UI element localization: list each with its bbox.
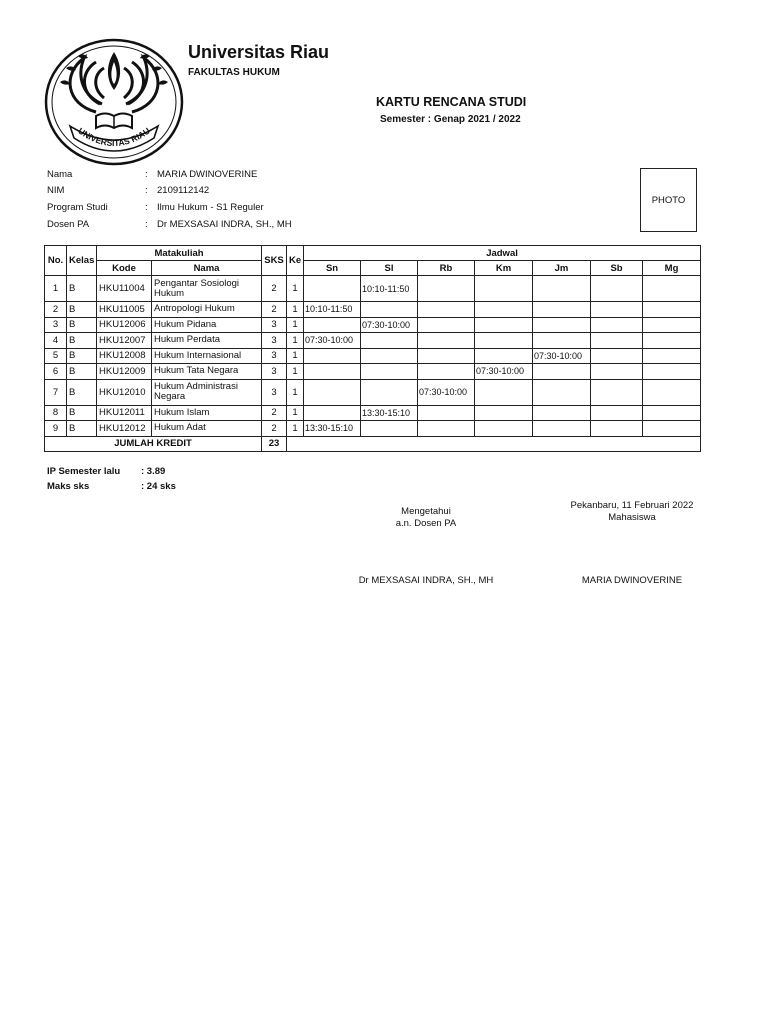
cell-jadwal-km: 07:30-10:00 (475, 364, 533, 380)
maks-sks-value: : 24 sks (141, 481, 176, 492)
cell-jadwal-rb: 07:30-10:00 (418, 379, 475, 405)
cell-jadwal-km (475, 379, 533, 405)
info-value: Dr MEXSASAI INDRA, SH., MH (157, 219, 292, 230)
cell-jadwal-sb (591, 364, 643, 380)
header-no: No. (45, 246, 67, 276)
cell-no: 2 (45, 302, 67, 318)
cell-jadwal-sn: 10:10-11:50 (304, 302, 361, 318)
cell-ke: 1 (287, 364, 304, 380)
header-day-rb: Rb (418, 261, 475, 276)
cell-nama: Pengantar Sosiologi Hukum (152, 276, 262, 302)
cell-ke: 1 (287, 348, 304, 364)
info-colon: : (145, 219, 148, 230)
cell-sks: 2 (262, 302, 287, 318)
place-date: Pekanbaru, 11 Februari 2022 (570, 500, 694, 511)
cell-kelas: B (67, 333, 97, 349)
document-title: KARTU RENCANA STUDI (376, 95, 527, 109)
header-day-jm: Jm (533, 261, 591, 276)
photo-label: PHOTO (651, 194, 686, 206)
cell-sks: 2 (262, 405, 287, 421)
info-colon: : (145, 185, 148, 196)
cell-jadwal-sb (591, 421, 643, 437)
cell-sks: 3 (262, 317, 287, 333)
cell-kelas: B (67, 405, 97, 421)
student-signature-name: MARIA DWINOVERINE (581, 575, 683, 586)
cell-jadwal-mg (643, 333, 701, 349)
cell-kode: HKU12011 (97, 405, 152, 421)
cell-no: 3 (45, 317, 67, 333)
info-label: Program Studi (47, 202, 108, 213)
cell-jadwal-sn (304, 348, 361, 364)
cell-jadwal-jm (533, 364, 591, 380)
cell-jadwal-mg (643, 379, 701, 405)
cell-nama: Hukum Islam (152, 405, 262, 421)
cell-jadwal-km (475, 276, 533, 302)
course-row (45, 405, 701, 421)
cell-jadwal-jm (533, 405, 591, 421)
cell-kode: HKU12006 (97, 317, 152, 333)
header-day-km: Km (475, 261, 533, 276)
cell-nama: Antropologi Hukum (152, 302, 262, 318)
header-day-sn: Sn (304, 261, 361, 276)
university-name: Universitas Riau (188, 42, 330, 62)
cell-jadwal-sb (591, 333, 643, 349)
cell-jadwal-sl (361, 379, 418, 405)
info-colon: : (145, 202, 148, 213)
cell-nama: Hukum Administrasi Negara (152, 379, 262, 405)
cell-sks: 3 (262, 333, 287, 349)
cell-jadwal-sb (591, 405, 643, 421)
cell-jadwal-rb (418, 317, 475, 333)
course-row (45, 348, 701, 364)
header-matakuliah: Matakuliah (97, 246, 262, 261)
info-label: NIM (47, 185, 65, 196)
cell-nama: Hukum Internasional (152, 348, 262, 364)
semester-label: Semester : Genap 2021 / 2022 (380, 114, 521, 125)
total-blank (287, 436, 701, 452)
cell-kode: HKU12007 (97, 333, 152, 349)
info-label: Dosen PA (47, 219, 90, 230)
cell-kelas: B (67, 364, 97, 380)
cell-jadwal-rb (418, 276, 475, 302)
cell-kelas: B (67, 276, 97, 302)
total-label: JUMLAH KREDIT (45, 436, 262, 452)
cell-no: 6 (45, 364, 67, 380)
cell-kelas: B (67, 421, 97, 437)
cell-jadwal-sl: 10:10-11:50 (361, 276, 418, 302)
cell-kode: HKU12010 (97, 379, 152, 405)
an-dosen-label: a.n. Dosen PA (395, 518, 457, 529)
cell-jadwal-sn (304, 379, 361, 405)
cell-no: 9 (45, 421, 67, 437)
cell-sks: 2 (262, 276, 287, 302)
cell-jadwal-sl: 07:30-10:00 (361, 317, 418, 333)
header-kode: Kode (97, 261, 152, 276)
cell-jadwal-sl (361, 421, 418, 437)
cell-jadwal-sl (361, 364, 418, 380)
cell-sks: 2 (262, 421, 287, 437)
cell-ke: 1 (287, 302, 304, 318)
header-nama: Nama (152, 261, 262, 276)
cell-ke: 1 (287, 379, 304, 405)
cell-jadwal-jm (533, 317, 591, 333)
cell-no: 7 (45, 379, 67, 405)
header-sks: SKS (262, 246, 287, 276)
cell-jadwal-sn (304, 276, 361, 302)
cell-nama: Hukum Adat (152, 421, 262, 437)
cell-jadwal-sl (361, 302, 418, 318)
cell-jadwal-rb (418, 333, 475, 349)
cell-no: 4 (45, 333, 67, 349)
svg-text:UNIVERSITAS RIAU: UNIVERSITAS RIAU (76, 125, 152, 149)
cell-ke: 1 (287, 405, 304, 421)
cell-kelas: B (67, 302, 97, 318)
cell-sks: 3 (262, 364, 287, 380)
photo-box (640, 168, 697, 232)
cell-jadwal-sb (591, 317, 643, 333)
cell-jadwal-sl (361, 333, 418, 349)
approval-block (372, 506, 480, 530)
cell-jadwal-mg (643, 348, 701, 364)
course-row (45, 333, 701, 349)
info-value: Ilmu Hukum - S1 Reguler (157, 202, 264, 213)
university-logo (44, 38, 184, 170)
mahasiswa-label: Mahasiswa (608, 512, 656, 523)
course-row (45, 364, 701, 380)
cell-kelas: B (67, 348, 97, 364)
cell-ke: 1 (287, 421, 304, 437)
course-row (45, 276, 701, 302)
cell-jadwal-sl (361, 348, 418, 364)
header-day-sl: Sl (361, 261, 418, 276)
cell-jadwal-km (475, 348, 533, 364)
course-row (45, 421, 701, 437)
cell-jadwal-mg (643, 276, 701, 302)
info-colon: : (145, 169, 148, 180)
cell-jadwal-mg (643, 364, 701, 380)
cell-nama: Hukum Tata Negara (152, 364, 262, 380)
cell-jadwal-mg (643, 421, 701, 437)
cell-jadwal-jm: 07:30-10:00 (533, 348, 591, 364)
header-ke: Ke (287, 246, 304, 276)
cell-ke: 1 (287, 317, 304, 333)
cell-kode: HKU11005 (97, 302, 152, 318)
cell-jadwal-rb (418, 348, 475, 364)
cell-nama: Hukum Pidana (152, 317, 262, 333)
faculty-name: FAKULTAS HUKUM (188, 67, 280, 78)
cell-kode: HKU12009 (97, 364, 152, 380)
cell-jadwal-mg (643, 302, 701, 318)
course-row (45, 302, 701, 318)
info-label: Nama (47, 169, 73, 180)
cell-jadwal-jm (533, 379, 591, 405)
cell-jadwal-km (475, 333, 533, 349)
cell-jadwal-mg (643, 317, 701, 333)
maks-sks-label: Maks sks (47, 481, 90, 492)
mengetahui-label: Mengetahui (401, 506, 451, 517)
cell-jadwal-jm (533, 421, 591, 437)
cell-kode: HKU12012 (97, 421, 152, 437)
header-jadwal: Jadwal (304, 246, 701, 261)
cell-jadwal-sn (304, 405, 361, 421)
cell-no: 5 (45, 348, 67, 364)
course-row (45, 379, 701, 405)
cell-jadwal-sb (591, 348, 643, 364)
cell-no: 8 (45, 405, 67, 421)
cell-jadwal-sn: 07:30-10:00 (304, 333, 361, 349)
cell-jadwal-sn (304, 317, 361, 333)
cell-jadwal-sb (591, 302, 643, 318)
dosen-signature-name: Dr MEXSASAI INDRA, SH., MH (358, 575, 494, 586)
course-table (44, 245, 701, 452)
cell-jadwal-rb (418, 364, 475, 380)
cell-jadwal-km (475, 317, 533, 333)
cell-jadwal-km (475, 421, 533, 437)
total-sks: 23 (262, 436, 287, 452)
date-block (556, 500, 708, 524)
cell-jadwal-rb (418, 421, 475, 437)
cell-jadwal-sl: 13:30-15:10 (361, 405, 418, 421)
cell-no: 1 (45, 276, 67, 302)
info-value: MARIA DWINOVERINE (157, 169, 258, 180)
cell-jadwal-km (475, 405, 533, 421)
cell-jadwal-sb (591, 276, 643, 302)
cell-sks: 3 (262, 379, 287, 405)
ip-semester-value: : 3.89 (141, 466, 166, 477)
cell-sks: 3 (262, 348, 287, 364)
cell-jadwal-rb (418, 302, 475, 318)
cell-jadwal-sn: 13:30-15:10 (304, 421, 361, 437)
cell-ke: 1 (287, 276, 304, 302)
header-day-sb: Sb (591, 261, 643, 276)
cell-nama: Hukum Perdata (152, 333, 262, 349)
cell-kelas: B (67, 317, 97, 333)
ip-semester-label: IP Semester lalu (47, 466, 121, 477)
cell-kelas: B (67, 379, 97, 405)
cell-jadwal-rb (418, 405, 475, 421)
header-kelas: Kelas (67, 246, 97, 276)
course-row (45, 317, 701, 333)
cell-kode: HKU11004 (97, 276, 152, 302)
cell-kode: HKU12008 (97, 348, 152, 364)
cell-jadwal-km (475, 302, 533, 318)
cell-jadwal-sb (591, 379, 643, 405)
header-day-mg: Mg (643, 261, 701, 276)
cell-jadwal-mg (643, 405, 701, 421)
cell-ke: 1 (287, 333, 304, 349)
cell-jadwal-jm (533, 302, 591, 318)
cell-jadwal-jm (533, 333, 591, 349)
cell-jadwal-jm (533, 276, 591, 302)
cell-jadwal-sn (304, 364, 361, 380)
info-value: 2109112142 (157, 185, 210, 196)
